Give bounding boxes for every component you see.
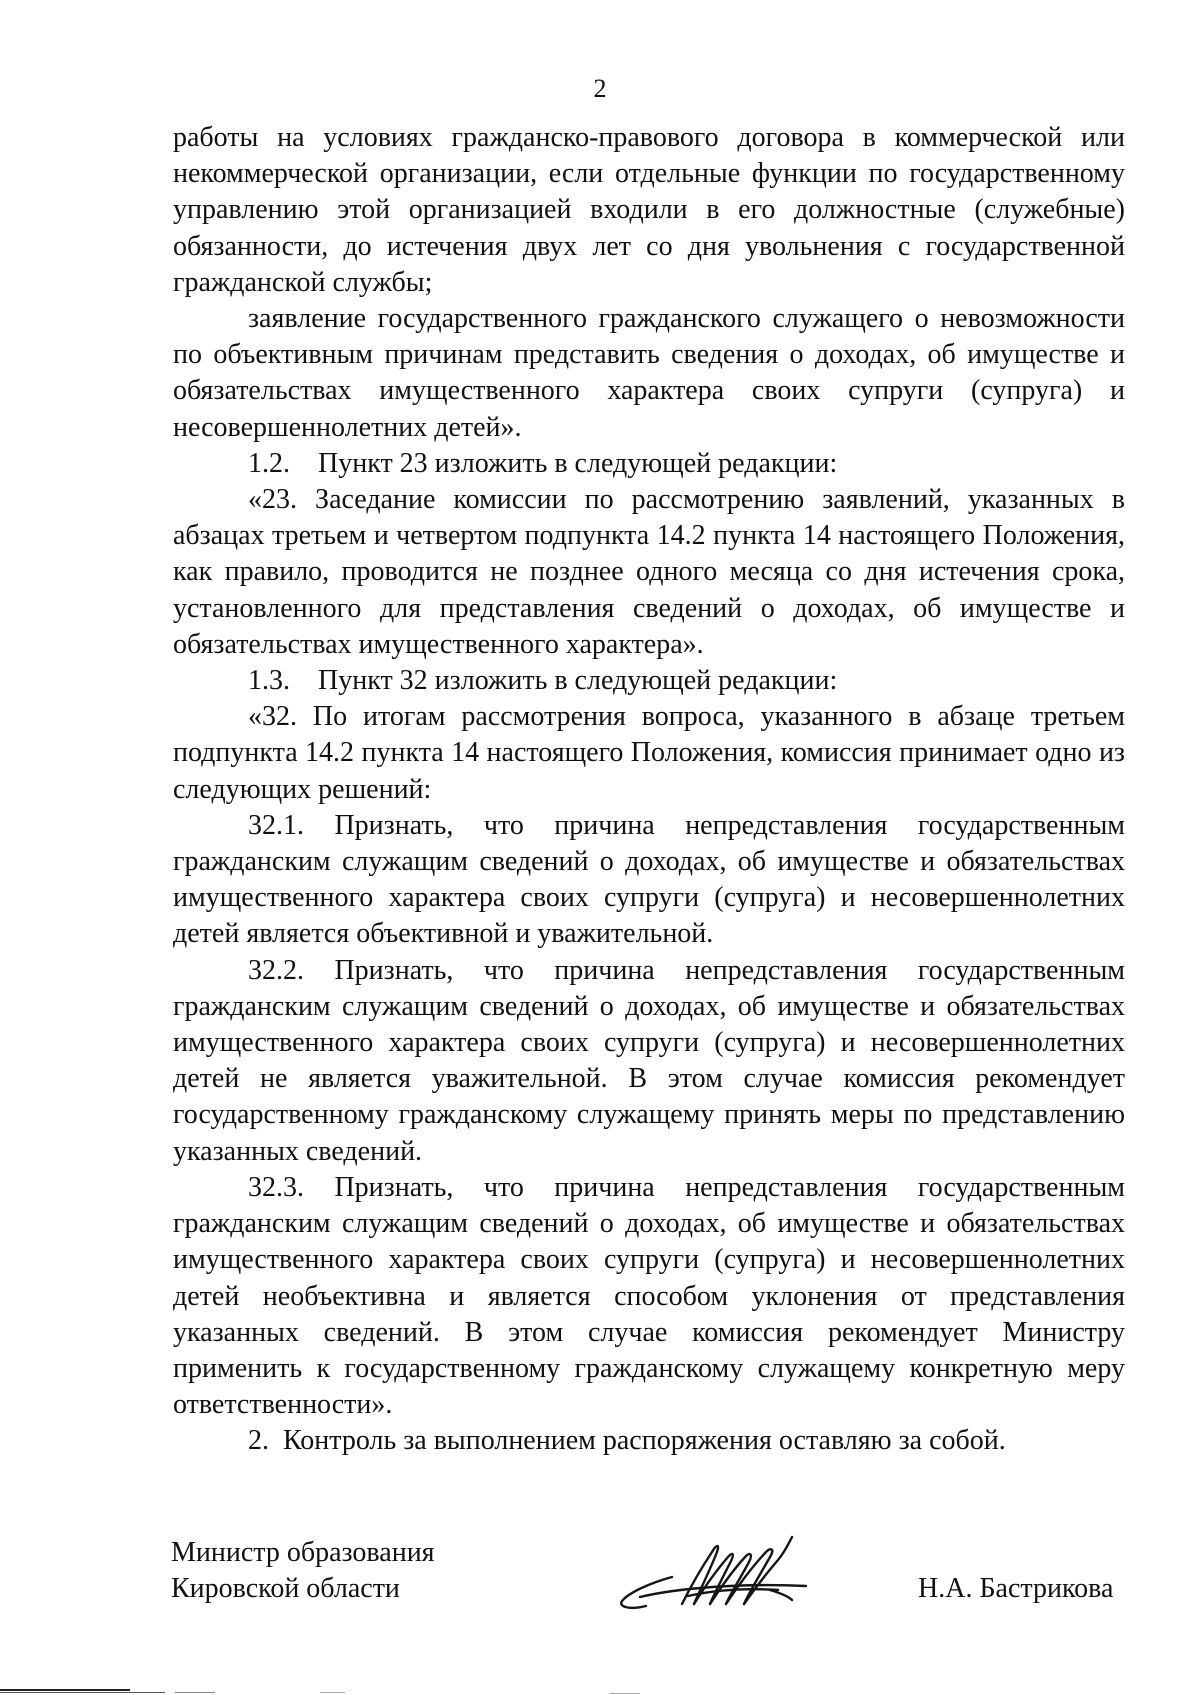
- document-body: [173, 120, 1125, 1460]
- paragraph-item-1-2: 1.2. Пункт 23 изложить в следующей редакции:: [248, 447, 838, 479]
- paragraph-continuation: работы на условиях гражданско-правового договора в коммерческой или некоммерческой организации, если отдельные функции по государственному управлению этой организацией входили в его должностные (служебные) обязанности, до истечения двух лет со дня увольнения с государственной гражданской службы;: [173, 122, 1125, 298]
- handwritten-signature: [620, 1530, 830, 1625]
- signatory-position-line-1: Министр образования: [171, 1537, 435, 1568]
- paragraph-clause-32-1: 32.1. Признать, что причина непредставления государственным гражданским служащим сведений о доходах, об имуществе и обязательствах имущественного характера своих супруги (супруга) и несовершеннолетних детей является объективной и уважительной.: [173, 809, 1125, 950]
- paragraph-clause-23: «23. Заседание комиссии по рассмотрению заявлений, указанных в абзацах третьем и четвертом подпункта 14.2 пункта 14 настоящего Положения, как правило, проводится не позднее одного месяца со дня истечения срока, установленного для представления сведений о доходах, об имуществе и обязательствах имущественного характера».: [173, 484, 1125, 660]
- paragraph-item-2: 2. Контроль за выполнением распоряжения оставляю за собой.: [248, 1425, 1006, 1457]
- paragraph-statement: заявление государственного гражданского служащего о невозможности по объективным причинам представить сведения о доходах, об имуществе и обязательствах имущественного характера своих супруги (супруга) и несовершеннолетних детей».: [173, 303, 1125, 443]
- paragraph-clause-32-3: 32.3. Признать, что причина непредставления государственным гражданским служащим сведений о доходах, об имуществе и обязательствах имущественного характера своих супруги (супруга) и несовершеннолетних детей необъективна и является способом уклонения от представления указанных сведений. В этом случае комиссия рекомендует Министру применить к государственному гражданскому служащему конкретную меру ответственности».: [173, 1171, 1125, 1421]
- paragraph-item-1-3: 1.3. Пункт 32 изложить в следующей редакции:: [248, 665, 838, 697]
- scan-edge-marks: [0, 1683, 1200, 1695]
- page-number: 2: [593, 74, 607, 103]
- signatory-position-line-2: Кировской области: [171, 1573, 400, 1604]
- signatory-name: Н.А. Бастрикова: [918, 1573, 1114, 1604]
- signatory-position: [171, 1535, 435, 1607]
- paragraph-clause-32-2: 32.2. Признать, что причина непредставления государственным гражданским служащим сведений о доходах, об имуществе и обязательствах имущественного характера своих супруги (супруга) и несовершеннолетних детей не является уважительной. В этом случае комиссия рекомендует государственному гражданскому служащему принять меры по представлению указанных сведений.: [173, 954, 1125, 1167]
- paragraph-clause-32: «32. По итогам рассмотрения вопроса, указанного в абзаце третьем подпункта 14.2 пункта 14 настоящего Положения, комиссия принимает одно из следующих решений:: [173, 701, 1125, 805]
